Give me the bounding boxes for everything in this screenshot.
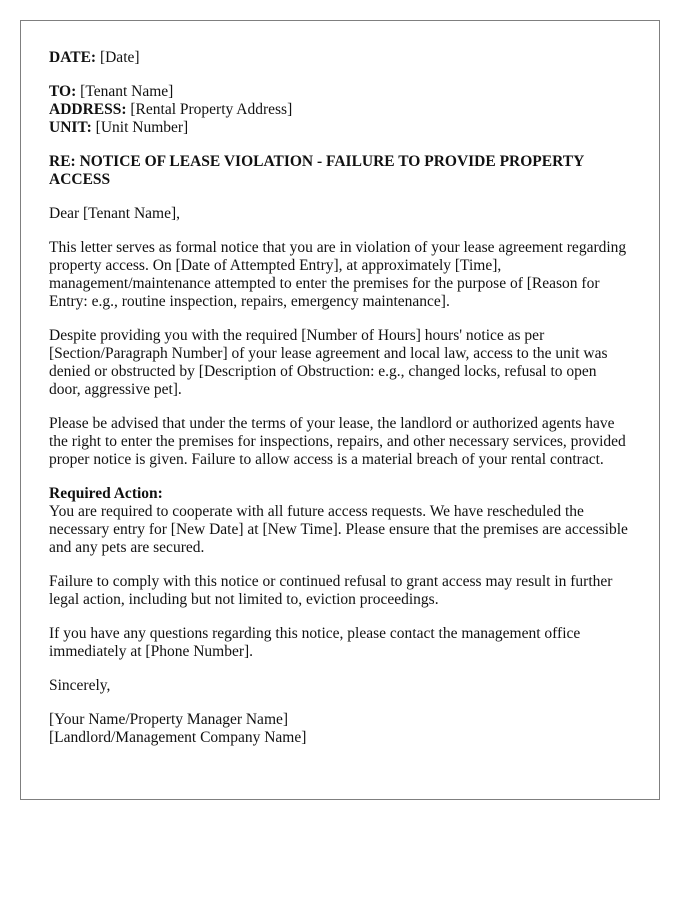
to-line bbox=[49, 83, 173, 100]
paragraph-contact: If you have any questions regarding this notice, please contact the management office immediately at [Phone Number]. bbox=[49, 625, 581, 660]
unit-label: UNIT: bbox=[49, 119, 92, 136]
signature-name: [Your Name/Property Manager Name] bbox=[49, 711, 289, 728]
closing: Sincerely, bbox=[49, 677, 111, 694]
unit-value: [Unit Number] bbox=[95, 119, 189, 136]
salutation: Dear [Tenant Name], bbox=[49, 205, 181, 222]
recipient-block bbox=[49, 83, 631, 137]
address-label: ADDRESS: bbox=[49, 101, 127, 118]
signature-company: [Landlord/Management Company Name] bbox=[49, 729, 307, 746]
required-action-heading: Required Action: bbox=[49, 485, 163, 502]
date-line bbox=[49, 49, 631, 67]
date-value: [Date] bbox=[99, 49, 140, 66]
paragraph-rights: Please be advised that under the terms of your lease, the landlord or authorized agents have the right to enter the premises for inspections, repairs, and other necessary services, provided proper notice is given. Failure to allow access is a material breach of your rental contract. bbox=[49, 415, 626, 468]
to-label: TO: bbox=[49, 83, 77, 100]
unit-line bbox=[49, 119, 188, 136]
letter-page bbox=[20, 20, 660, 800]
paragraph-notice: Despite providing you with the required [Number of Hours] hours' notice as per [Section/Paragraph Number] of your lease agreement and local law, access to the unit was denied or obstructed by [Description of Obstruction: e.g., changed locks, refusal to open door, aggressive pet]. bbox=[49, 327, 608, 398]
to-value: [Tenant Name] bbox=[80, 83, 174, 100]
signature-block bbox=[49, 711, 631, 747]
subject-line: RE: NOTICE OF LEASE VIOLATION - FAILURE TO PROVIDE PROPERTY ACCESS bbox=[49, 153, 584, 188]
address-value: [Rental Property Address] bbox=[130, 101, 293, 118]
required-action-block bbox=[49, 485, 631, 557]
paragraph-consequence: Failure to comply with this notice or continued refusal to grant access may result in further legal action, including but not limited to, eviction proceedings. bbox=[49, 573, 613, 608]
paragraph-violation: This letter serves as formal notice that you are in violation of your lease agreement regarding property access. On [Date of Attempted Entry], at approximately [Time], management/maintenance attempted to enter the premises for the purpose of [Reason for Entry: e.g., routine inspection, repairs, emergency maintenance]. bbox=[49, 239, 627, 310]
date-label: DATE: bbox=[49, 49, 97, 66]
required-action-text: You are required to cooperate with all future access requests. We have rescheduled the necessary entry for [New Date] at [New Time]. Please ensure that the premises are accessible and any pets are secured. bbox=[49, 503, 628, 556]
address-line bbox=[49, 101, 292, 118]
